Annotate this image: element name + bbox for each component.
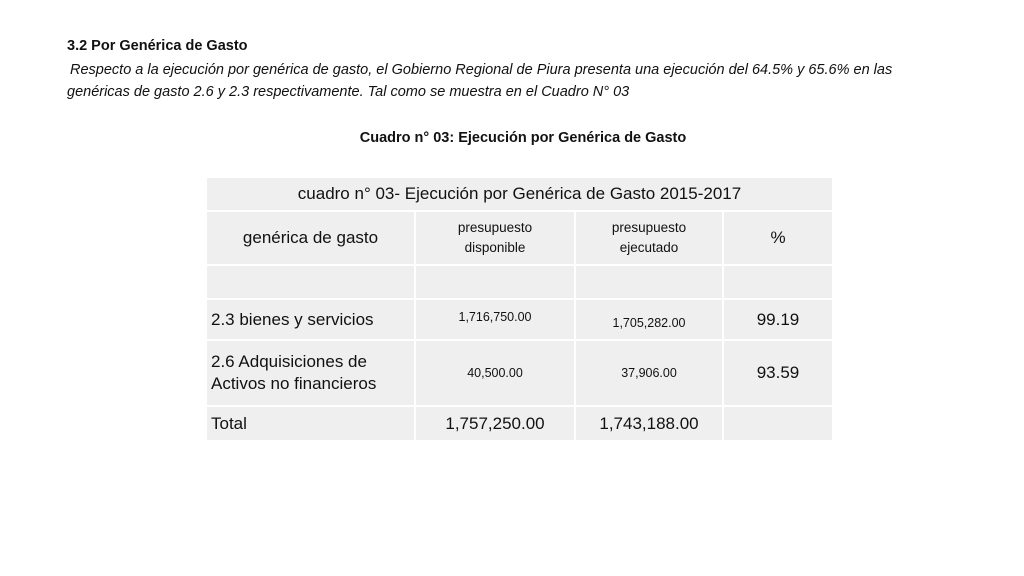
header-ejecutado-line1: presupuesto [611, 220, 687, 235]
header-disponible-line2: disponible [464, 240, 526, 255]
empty-cell [416, 266, 574, 298]
empty-cell [724, 266, 832, 298]
total-ejecutado: 1,743,188.00 [576, 407, 722, 440]
row-percent: 99.19 [724, 300, 832, 339]
total-label: Total [207, 407, 414, 440]
intro-paragraph: Respecto a la ejecución por genérica de gasto, el Gobierno Regional de Piura presenta una ejecución del 64.5% y 65.6% en las genéricas de gasto 2.6 y 2.3 respectivamente. Tal como se muestra en el Cuadro N° 03 [67, 62, 893, 100]
header-percent: % [724, 212, 832, 264]
header-generica: genérica de gasto [207, 212, 414, 264]
row-percent: 93.59 [724, 341, 832, 405]
table-total-row [207, 407, 832, 440]
table-row [207, 341, 832, 405]
header-disponible-line1: presupuesto [457, 220, 533, 235]
row-disponible: 1,716,750.00 [416, 300, 574, 339]
table-header-row [207, 212, 832, 264]
table-row [207, 300, 832, 339]
header-ejecutado-line2: ejecutado [619, 240, 679, 255]
table-title: cuadro n° 03- Ejecución por Genérica de Gasto 2015-2017 [207, 178, 832, 210]
total-disponible: 1,757,250.00 [416, 407, 574, 440]
row-disponible: 40,500.00 [416, 341, 574, 405]
header-presupuesto-ejecutado [576, 212, 722, 264]
header-presupuesto-disponible [416, 212, 574, 264]
row-generica: 2.6 Adquisiciones de Activos no financieros [207, 341, 414, 405]
empty-cell [576, 266, 722, 298]
table-caption: Cuadro n° 03: Ejecución por Genérica de Gasto [359, 130, 687, 146]
table-title-row [207, 178, 832, 210]
row-ejecutado: 37,906.00 [576, 341, 722, 405]
row-ejecutado: 1,705,282.00 [576, 300, 722, 339]
section-heading: 3.2 Por Genérica de Gasto [67, 38, 248, 54]
total-percent [724, 407, 832, 440]
row-generica: 2.3 bienes y servicios [207, 300, 414, 339]
table-empty-row [207, 266, 832, 298]
budget-table [205, 176, 834, 442]
empty-cell [207, 266, 414, 298]
